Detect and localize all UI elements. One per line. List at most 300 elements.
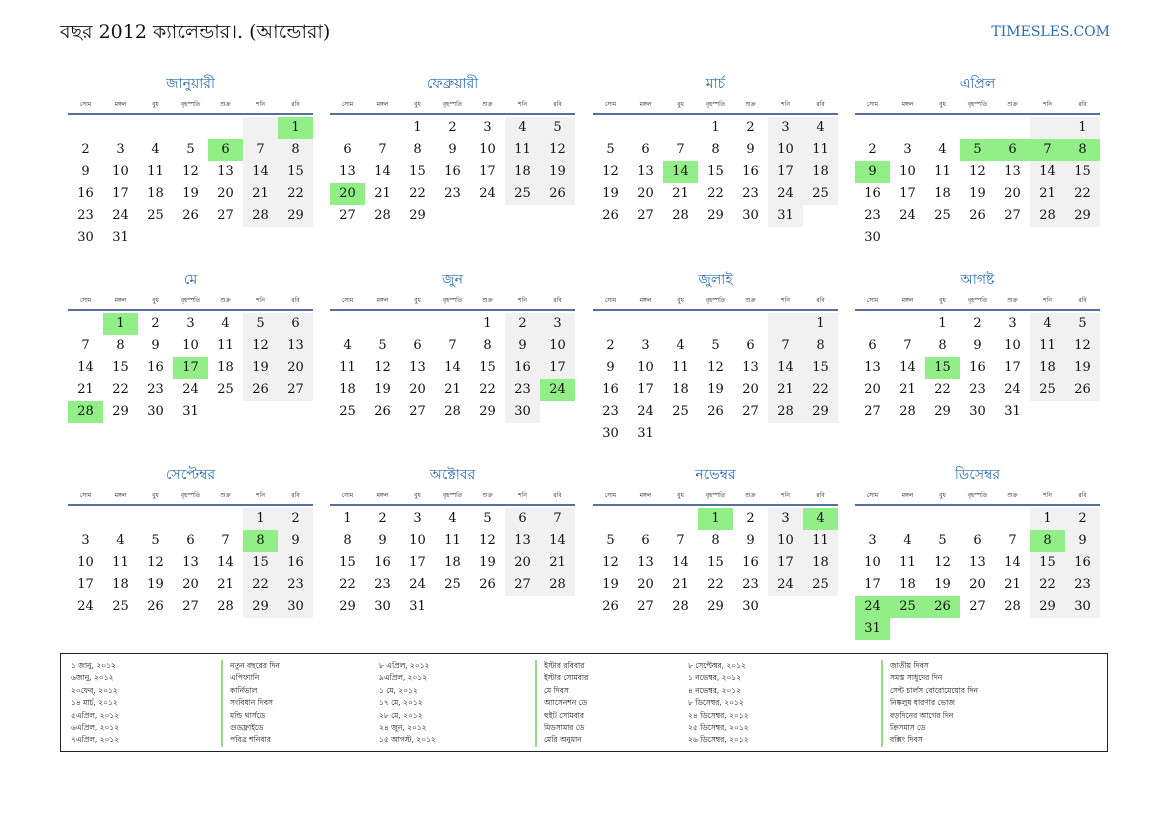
holiday-name-column — [881, 660, 978, 747]
day-cell: 22 — [278, 183, 313, 205]
day-cell: 11 — [444, 533, 461, 548]
day-cell: 2 — [746, 511, 755, 526]
weekday-label: শুক্র — [482, 492, 493, 499]
weekday-label: বৃহস্পতি — [967, 101, 988, 108]
holiday-date: ২৫ ডিসেম্বর, ২০১২ — [688, 722, 749, 732]
holiday-date: ১৫ আগস্ট, ২০১২ — [379, 735, 436, 745]
day-cell: 9 — [973, 338, 982, 353]
weekday-label: রবি — [553, 297, 562, 304]
holiday-day-cell: 24 — [855, 596, 890, 618]
holiday-date: ৮ সেপ্টেম্বর, ২০১২ — [688, 661, 746, 670]
day-cell: 26 — [479, 577, 496, 592]
empty-day-cell — [628, 117, 663, 139]
day-cell: 3 — [483, 120, 492, 135]
weekday-label: রবি — [291, 297, 300, 304]
day-cell: 4 — [448, 511, 457, 526]
weekday-label: সোম — [79, 101, 92, 108]
day-cell: 23 — [969, 382, 986, 397]
weekday-label: বুধ — [939, 492, 946, 499]
day-cell: 8 — [413, 142, 422, 157]
weekday-label: সোম — [866, 101, 879, 108]
day-cell: 8 — [116, 338, 125, 353]
day-cell: 25 — [505, 183, 540, 205]
empty-day-cell — [593, 313, 628, 335]
empty-day-cell — [1030, 117, 1065, 139]
holiday-date: ৭এপ্রিল, ২০১২ — [71, 735, 120, 745]
empty-day-cell — [855, 313, 890, 335]
day-cell: 20 — [278, 357, 313, 379]
day-cell: 5 — [151, 533, 160, 548]
day-cell: 19 — [147, 577, 164, 592]
empty-day-cell — [138, 508, 173, 530]
day-cell: 29 — [278, 205, 313, 227]
month-block — [593, 73, 838, 227]
holiday-date-column — [71, 660, 119, 747]
divider — [593, 504, 838, 506]
day-cell: 9 — [278, 530, 313, 552]
weekday-header — [330, 97, 575, 113]
day-cell: 9 — [606, 360, 615, 375]
day-grid — [68, 313, 313, 423]
day-cell: 8 — [803, 335, 838, 357]
day-cell: 14 — [444, 360, 461, 375]
day-cell: 3 — [540, 313, 575, 335]
day-cell: 3 — [116, 142, 125, 157]
day-cell: 17 — [112, 186, 129, 201]
day-cell: 5 — [483, 511, 492, 526]
empty-day-cell — [855, 508, 890, 530]
day-cell: 3 — [768, 117, 803, 139]
empty-day-cell — [435, 313, 470, 335]
empty-day-cell — [68, 508, 103, 530]
day-cell: 5 — [606, 533, 615, 548]
day-cell: 29 — [479, 404, 496, 419]
day-cell: 26 — [243, 379, 278, 401]
day-cell: 18 — [147, 186, 164, 201]
weekday-label: শুক্র — [1007, 101, 1018, 108]
day-cell: 21 — [899, 382, 916, 397]
day-cell: 11 — [505, 139, 540, 161]
day-cell: 28 — [1004, 599, 1021, 614]
day-cell: 19 — [479, 555, 496, 570]
weekday-label: বুধ — [414, 101, 421, 108]
holiday-date: ৬এপ্রিল, ২০১২ — [71, 722, 120, 732]
day-cell: 25 — [803, 574, 838, 596]
day-cell: 22 — [1065, 183, 1100, 205]
weekday-header — [855, 488, 1100, 504]
day-cell: 15 — [1065, 161, 1100, 183]
day-cell: 9 — [1065, 530, 1100, 552]
day-cell: 2 — [606, 338, 615, 353]
day-cell: 30 — [602, 426, 619, 441]
day-cell: 31 — [182, 404, 199, 419]
day-cell: 26 — [182, 208, 199, 223]
day-cell: 25 — [217, 382, 234, 397]
day-cell: 12 — [479, 533, 496, 548]
day-cell: 6 — [746, 338, 755, 353]
day-cell: 20 — [742, 382, 759, 397]
day-cell: 22 — [707, 186, 724, 201]
weekday-label: মঙ্গল — [639, 101, 652, 108]
holiday-day-cell: 5 — [960, 139, 995, 161]
weekday-label: বৃহস্পতি — [180, 297, 201, 304]
day-cell: 24 — [182, 382, 199, 397]
holiday-day-cell: 8 — [243, 530, 278, 552]
empty-day-cell — [593, 508, 628, 530]
empty-day-cell — [925, 508, 960, 530]
day-cell: 11 — [672, 360, 689, 375]
weekday-label: বৃহস্পতি — [180, 101, 201, 108]
holiday-date: ২০ফেব্, ২০১২ — [71, 685, 118, 695]
weekday-header — [855, 293, 1100, 309]
day-cell: 11 — [339, 360, 356, 375]
day-cell: 6 — [343, 142, 352, 157]
empty-day-cell — [995, 117, 1030, 139]
month-title: মে — [183, 272, 198, 288]
day-cell: 15 — [479, 360, 496, 375]
day-cell: 10 — [864, 555, 881, 570]
weekday-label: শুক্র — [220, 297, 231, 304]
day-cell: 28 — [1030, 205, 1065, 227]
day-cell: 21 — [374, 186, 391, 201]
day-cell: 16 — [444, 164, 461, 179]
holiday-name: ইস্টার রবিবার — [535, 660, 588, 672]
month-title: এপ্রিল — [959, 76, 996, 92]
holiday-name: ইস্টার সোমবার — [535, 672, 588, 684]
day-cell: 30 — [864, 230, 881, 245]
day-cell: 16 — [147, 360, 164, 375]
empty-day-cell — [890, 508, 925, 530]
day-cell: 3 — [413, 511, 422, 526]
day-cell: 23 — [77, 208, 94, 223]
day-cell: 26 — [540, 183, 575, 205]
day-cell: 26 — [602, 599, 619, 614]
day-cell: 23 — [374, 577, 391, 592]
day-cell: 2 — [746, 120, 755, 135]
day-cell: 10 — [1004, 338, 1021, 353]
day-cell: 20 — [969, 577, 986, 592]
day-cell: 3 — [1008, 316, 1017, 331]
weekday-label: শুক্র — [745, 297, 756, 304]
day-cell: 7 — [676, 533, 685, 548]
day-cell: 17 — [637, 382, 654, 397]
empty-day-cell — [698, 313, 733, 335]
day-cell: 21 — [672, 186, 689, 201]
day-cell: 6 — [868, 338, 877, 353]
weekday-header — [593, 488, 838, 504]
day-cell: 23 — [147, 382, 164, 397]
day-grid — [68, 117, 313, 249]
weekday-label: শুক্র — [745, 492, 756, 499]
weekday-label: শনি — [781, 297, 790, 304]
day-cell: 28 — [540, 574, 575, 596]
empty-day-cell — [733, 313, 768, 335]
empty-day-cell — [768, 313, 803, 335]
day-cell: 7 — [448, 338, 457, 353]
weekday-label: বুধ — [152, 297, 159, 304]
holiday-name: সমস্ত সাধুদের দিন — [881, 672, 978, 684]
day-cell: 20 — [864, 382, 881, 397]
weekday-label: সোম — [341, 492, 354, 499]
day-cell: 7 — [540, 508, 575, 530]
page-title: বছর 2012 ক্যালেন্ডার।. (আন্ডোরা) — [60, 21, 331, 43]
holiday-date: ১৪ মার্চ, ২০১২ — [71, 698, 118, 708]
holiday-day-cell: 24 — [540, 379, 575, 401]
weekday-label: শনি — [781, 101, 790, 108]
day-cell: 27 — [505, 574, 540, 596]
day-cell: 7 — [378, 142, 387, 157]
day-cell: 25 — [444, 577, 461, 592]
day-cell: 20 — [217, 186, 234, 201]
day-cell: 29 — [1030, 596, 1065, 618]
day-cell: 5 — [606, 142, 615, 157]
day-cell: 6 — [413, 338, 422, 353]
day-cell: 6 — [186, 533, 195, 548]
day-cell: 29 — [409, 208, 426, 223]
day-cell: 27 — [637, 208, 654, 223]
month-title: সেপ্টেম্বর — [165, 467, 216, 483]
day-cell: 19 — [969, 186, 986, 201]
day-cell: 2 — [81, 142, 90, 157]
holiday-date: ২৮ মে, ২০১২ — [379, 710, 423, 720]
day-cell: 27 — [742, 404, 759, 419]
day-cell: 14 — [540, 530, 575, 552]
month-title: জুলাই — [698, 272, 733, 288]
weekday-label: শুক্র — [220, 101, 231, 108]
day-cell: 16 — [278, 552, 313, 574]
empty-day-cell — [208, 508, 243, 530]
holiday-day-cell: 6 — [208, 139, 243, 161]
divider — [593, 113, 838, 115]
month-block — [593, 269, 838, 445]
holiday-name: পবিত্র শনিবার — [221, 734, 280, 746]
day-cell: 22 — [707, 577, 724, 592]
day-cell: 29 — [803, 401, 838, 423]
day-cell: 24 — [112, 208, 129, 223]
day-cell: 1 — [1030, 508, 1065, 530]
holiday-day-cell: 25 — [890, 596, 925, 618]
day-cell: 21 — [672, 577, 689, 592]
day-cell: 17 — [540, 357, 575, 379]
day-cell: 12 — [934, 555, 951, 570]
day-cell: 12 — [540, 139, 575, 161]
holiday-name: বক্সিং দিবস — [881, 734, 978, 746]
day-cell: 21 — [243, 183, 278, 205]
day-cell: 14 — [243, 161, 278, 183]
day-cell: 22 — [1030, 574, 1065, 596]
day-cell: 1 — [343, 511, 352, 526]
day-cell: 3 — [768, 508, 803, 530]
day-cell: 15 — [339, 555, 356, 570]
day-cell: 2 — [1065, 508, 1100, 530]
day-cell: 6 — [278, 313, 313, 335]
day-cell: 28 — [672, 208, 689, 223]
day-cell: 2 — [868, 142, 877, 157]
day-cell: 4 — [938, 142, 947, 157]
month-block — [855, 269, 1100, 423]
day-cell: 24 — [77, 599, 94, 614]
holiday-date: ১৭ মে, ২০১২ — [379, 698, 423, 708]
weekday-label: মঙ্গল — [901, 492, 914, 499]
day-cell: 15 — [707, 164, 724, 179]
day-cell: 19 — [1065, 357, 1100, 379]
weekday-label: শুক্র — [482, 101, 493, 108]
day-cell: 14 — [1004, 555, 1021, 570]
weekday-label: সোম — [604, 101, 617, 108]
brand-link[interactable]: TIMESLES.COM — [991, 24, 1110, 40]
day-cell: 15 — [803, 357, 838, 379]
day-cell: 31 — [768, 205, 803, 227]
empty-day-cell — [208, 117, 243, 139]
day-cell: 30 — [742, 208, 759, 223]
weekday-label: বৃহস্পতি — [442, 297, 463, 304]
day-cell: 10 — [540, 335, 575, 357]
holiday-date: ৬জানু, ২০১২ — [71, 673, 114, 683]
day-cell: 6 — [505, 508, 540, 530]
day-cell: 27 — [217, 208, 234, 223]
day-cell: 1 — [938, 316, 947, 331]
day-cell: 7 — [221, 533, 230, 548]
weekday-header — [330, 293, 575, 309]
day-cell: 29 — [1065, 205, 1100, 227]
empty-day-cell — [925, 117, 960, 139]
day-cell: 24 — [637, 404, 654, 419]
day-cell: 20 — [1004, 186, 1021, 201]
day-grid — [855, 117, 1100, 249]
day-cell: 9 — [746, 533, 755, 548]
day-cell: 13 — [742, 360, 759, 375]
day-cell: 29 — [243, 596, 278, 618]
holiday-name: নিষ্কলুষ ধারণার ভোজ — [881, 697, 978, 709]
day-cell: 11 — [1030, 335, 1065, 357]
day-grid — [330, 508, 575, 618]
day-cell: 27 — [637, 599, 654, 614]
day-cell: 25 — [147, 208, 164, 223]
day-cell: 11 — [803, 139, 838, 161]
day-cell: 8 — [343, 533, 352, 548]
day-cell: 23 — [602, 404, 619, 419]
day-cell: 30 — [969, 404, 986, 419]
day-cell: 1 — [803, 313, 838, 335]
weekday-header — [68, 488, 313, 504]
holiday-name: বড়দিনের আগের দিন — [881, 710, 978, 722]
empty-day-cell — [173, 508, 208, 530]
day-cell: 10 — [112, 164, 129, 179]
day-cell: 5 — [243, 313, 278, 335]
weekday-label: বৃহস্পতি — [705, 101, 726, 108]
day-cell: 19 — [374, 382, 391, 397]
holiday-day-cell: 28 — [68, 401, 103, 423]
day-cell: 10 — [768, 530, 803, 552]
day-cell: 19 — [602, 577, 619, 592]
day-cell: 25 — [112, 599, 129, 614]
day-cell: 28 — [217, 599, 234, 614]
holiday-name: মন্ডি থার্সডে — [221, 710, 280, 722]
weekday-label: বৃহস্পতি — [705, 297, 726, 304]
day-cell: 23 — [1065, 574, 1100, 596]
weekday-label: মঙ্গল — [114, 101, 127, 108]
day-cell: 21 — [1030, 183, 1065, 205]
weekday-label: রবি — [291, 101, 300, 108]
day-cell: 5 — [186, 142, 195, 157]
day-cell: 12 — [182, 164, 199, 179]
day-cell: 1 — [413, 120, 422, 135]
holiday-day-cell: 14 — [663, 161, 698, 183]
day-cell: 17 — [864, 577, 881, 592]
day-grid — [330, 313, 575, 423]
weekday-label: বুধ — [677, 297, 684, 304]
day-cell: 16 — [77, 186, 94, 201]
day-cell: 20 — [505, 552, 540, 574]
day-cell: 22 — [409, 186, 426, 201]
day-cell: 28 — [768, 401, 803, 423]
holiday-list — [60, 653, 1108, 752]
day-cell: 18 — [444, 555, 461, 570]
day-cell: 2 — [151, 316, 160, 331]
day-grid — [855, 313, 1100, 423]
holiday-date: ২৪ ডিসেম্বর, ২০১২ — [688, 710, 749, 720]
day-cell: 30 — [742, 599, 759, 614]
day-cell: 21 — [444, 382, 461, 397]
month-block — [330, 464, 575, 618]
divider — [855, 309, 1100, 311]
weekday-label: বৃহস্পতি — [705, 492, 726, 499]
day-cell: 30 — [278, 596, 313, 618]
day-cell: 27 — [1004, 208, 1021, 223]
month-block — [593, 464, 838, 618]
day-cell: 21 — [540, 552, 575, 574]
day-cell: 11 — [899, 555, 916, 570]
day-cell: 27 — [409, 404, 426, 419]
day-cell: 11 — [112, 555, 129, 570]
weekday-label: রবি — [1078, 297, 1087, 304]
holiday-date: ১ জানু, ২০১২ — [71, 661, 116, 670]
weekday-label: শুক্র — [1007, 492, 1018, 499]
day-cell: 14 — [672, 555, 689, 570]
divider — [68, 113, 313, 115]
day-cell: 9 — [448, 142, 457, 157]
day-cell: 25 — [934, 208, 951, 223]
day-cell: 31 — [112, 230, 129, 245]
day-cell: 29 — [707, 599, 724, 614]
day-cell: 9 — [746, 142, 755, 157]
month-block — [68, 269, 313, 423]
day-cell: 3 — [641, 338, 650, 353]
day-cell: 19 — [540, 161, 575, 183]
weekday-label: সোম — [79, 297, 92, 304]
day-cell: 5 — [1065, 313, 1100, 335]
day-cell: 14 — [374, 164, 391, 179]
weekday-label: বুধ — [414, 297, 421, 304]
day-cell: 12 — [243, 335, 278, 357]
empty-day-cell — [68, 313, 103, 335]
holiday-day-cell: 7 — [1030, 139, 1065, 161]
empty-day-cell — [330, 313, 365, 335]
empty-day-cell — [628, 313, 663, 335]
day-cell: 17 — [479, 164, 496, 179]
day-cell: 19 — [243, 357, 278, 379]
day-cell: 24 — [409, 577, 426, 592]
day-cell: 13 — [1004, 164, 1021, 179]
weekday-label: সোম — [79, 492, 92, 499]
weekday-label: বুধ — [677, 492, 684, 499]
day-cell: 30 — [1065, 596, 1100, 618]
weekday-label: মঙ্গল — [901, 101, 914, 108]
weekday-label: রবি — [1078, 492, 1087, 499]
weekday-label: শনি — [1043, 492, 1052, 499]
weekday-label: রবি — [1078, 101, 1087, 108]
day-cell: 17 — [409, 555, 426, 570]
